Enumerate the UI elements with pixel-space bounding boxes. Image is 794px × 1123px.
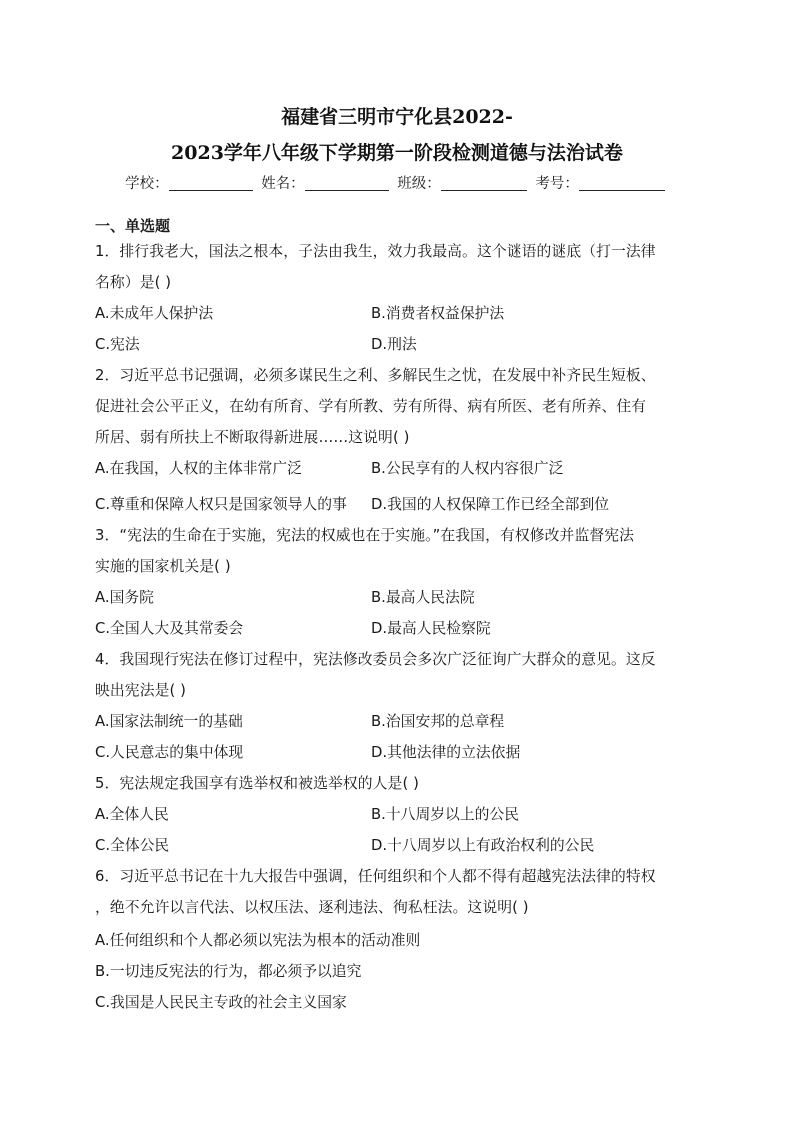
number-label: 考号： [535, 176, 579, 192]
question-2-option-d[interactable]: D.我国的人权保障工作已经全部到位 [371, 496, 610, 513]
question-5-line-1: 5．宪法规定我国享有选举权和被选举权的人是( ) [95, 775, 420, 792]
student-info-line [0, 172, 794, 193]
class-label: 班级： [397, 176, 441, 192]
question-1-line-2: 名称）是( ) [95, 274, 172, 291]
question-2-line-2: 促进社会公平正义，在幼有所育、学有所教、劳有所得、病有所医、老有所养、住有 [95, 398, 647, 415]
school-field [125, 172, 257, 193]
question-5-option-a[interactable]: A.全体人民 [95, 806, 169, 823]
school-label: 学校： [125, 176, 169, 192]
question-6-option-c[interactable]: C.我国是人民民主专政的社会主义国家 [95, 994, 347, 1011]
number-field [535, 172, 669, 193]
question-5-option-d[interactable]: D.十八周岁以上有政治权利的公民 [371, 837, 595, 854]
number-blank[interactable] [579, 190, 665, 191]
question-5-option-c[interactable]: C.全体公民 [95, 837, 170, 854]
question-4-line-1: 4．我国现行宪法在修订过程中，宪法修改委员会多次广泛征询广大群众的意见。这反 [95, 651, 656, 668]
school-blank[interactable] [169, 190, 253, 191]
question-3-option-a[interactable]: A.国务院 [95, 589, 154, 606]
question-1-option-b[interactable]: B.消费者权益保护法 [371, 305, 505, 322]
question-4-option-b[interactable]: B.治国安邦的总章程 [371, 713, 505, 730]
name-blank[interactable] [305, 190, 389, 191]
question-1-option-d[interactable]: D.刑法 [371, 336, 417, 353]
question-3-line-1: 3．“宪法的生命在于实施，宪法的权威也在于实施。”在我国，有权修改并监督宪法 [95, 527, 635, 544]
question-6-line-1: 6．习近平总书记在十九大报告中强调，任何组织和个人都不得有超越宪法法律的特权 [95, 868, 656, 885]
question-2-line-3: 所居、弱有所扶上不断取得新进展……这说明( ) [95, 429, 410, 446]
question-6-option-b[interactable]: B.一切违反宪法的行为，都必须予以追究 [95, 963, 362, 980]
question-2-option-c[interactable]: C.尊重和保障人权只是国家领导人的事 [95, 496, 347, 513]
question-4-option-a[interactable]: A.国家法制统一的基础 [95, 713, 243, 730]
question-3-option-c[interactable]: C.全国人大及其常委会 [95, 620, 244, 637]
question-4-option-c[interactable]: C.人民意志的集中体现 [95, 744, 244, 761]
exam-title-line-2: 2023学年八年级下学期第一阶段检测道德与法治试卷 [171, 142, 623, 164]
question-2-line-1: 2．习近平总书记强调，必须多谋民生之利、多解民生之忧，在发展中补齐民生短板、 [95, 367, 656, 384]
class-blank[interactable] [441, 190, 527, 191]
question-1-line-1: 1．排行我老大，国法之根本，子法由我生，效力我最高。这个谜语的谜底（打一法律 [95, 243, 656, 260]
section-title: 一、单选题 [95, 217, 171, 235]
name-field [261, 172, 393, 193]
question-5-option-b[interactable]: B.十八周岁以上的公民 [371, 806, 520, 823]
question-3-option-d[interactable]: D.最高人民检察院 [371, 620, 491, 637]
exam-title-line-1: 福建省三明市宁化县2022- [281, 106, 513, 128]
question-3-line-2: 实施的国家机关是( ) [95, 558, 231, 575]
question-4-option-d[interactable]: D.其他法律的立法依据 [371, 744, 521, 761]
question-2-option-a[interactable]: A.在我国，人权的主体非常广泛 [95, 460, 302, 477]
question-1-option-c[interactable]: C.宪法 [95, 336, 140, 353]
question-4-line-2: 映出宪法是( ) [95, 682, 187, 699]
class-field [397, 172, 531, 193]
question-1-option-a[interactable]: A.未成年人保护法 [95, 305, 214, 322]
question-3-option-b[interactable]: B.最高人民法院 [371, 589, 475, 606]
question-2-option-b[interactable]: B.公民享有的人权内容很广泛 [371, 460, 564, 477]
name-label: 姓名： [261, 176, 305, 192]
question-6-line-2: ，绝不允许以言代法、以权压法、逐利违法、徇私枉法。这说明( ) [95, 899, 529, 916]
question-6-option-a[interactable]: A.任何组织和个人都必须以宪法为根本的活动准则 [95, 932, 421, 949]
